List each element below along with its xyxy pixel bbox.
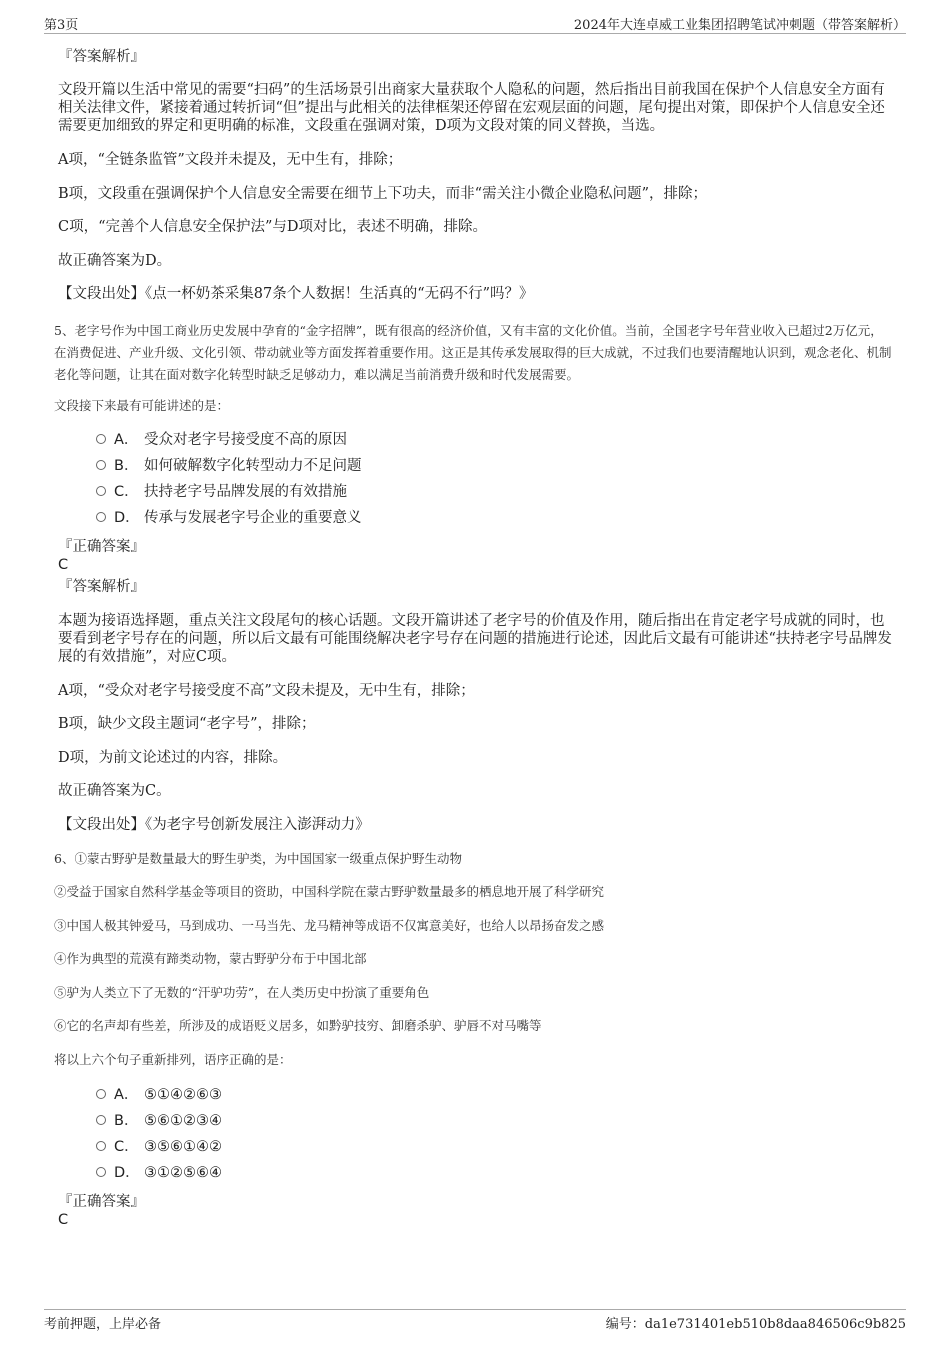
- q6-option-a[interactable]: A． ⑤①④②⑥③: [96, 1085, 222, 1105]
- q5-option-c[interactable]: C． 扶持老字号品牌发展的有效措施: [96, 482, 347, 502]
- radio-icon[interactable]: [96, 1167, 106, 1177]
- header-divider: [44, 33, 906, 34]
- q5-stem: 5、老字号作为中国工商业历史发展中孕育的“金字招牌”，既有很高的经济价值，又有丰富的文化价值。当前，全国老字号年营业收入已超过2万亿元，在消费促进、产业升级、文化引领、带动就业等方面发挥着重要作用。这正是其传承发展取得的巨大成就，不过我们也要清醒地认识到，观念老化、机制老化等问题，让其在面对数字化转型时缺乏足够动力，难以满足当前消费升级和时代发展需要。: [54, 323, 892, 382]
- q5-question: 文段接下来最有可能讲述的是：: [54, 398, 230, 413]
- q5-option-a-analysis: A项，“受众对老字号接受度不高”文段未提及，无中生有，排除；: [58, 683, 475, 699]
- q6-sentence-1: 6、①蒙古野驴是数量最大的野生驴类，为中国国家一级重点保护野生动物: [54, 851, 462, 866]
- q5-option-b[interactable]: B． 如何破解数字化转型动力不足问题: [96, 456, 362, 476]
- q6-sentence-6: ⑥它的名声却有些差，所涉及的成语贬义居多，如黔驴技穷、卸磨杀驴、驴唇不对马嘴等: [54, 1018, 542, 1033]
- page-number: 第3页: [44, 18, 79, 33]
- q4-source: 【文段出处】《点一杯奶茶采集87条个人数据！生活真的“无码不行”吗？》: [58, 286, 534, 302]
- page-header: [44, 14, 906, 32]
- q6-answer: C: [58, 1212, 69, 1228]
- footer-divider: [44, 1309, 906, 1310]
- q5-option-a[interactable]: A． 受众对老字号接受度不高的原因: [96, 430, 347, 450]
- q6-sentence-3: ③中国人极其钟爱马，马到成功、一马当先、龙马精神等成语不仅寓意美好，也给人以昂扬奋发之感: [54, 918, 605, 933]
- q6-option-b[interactable]: B． ⑤⑥①②③④: [96, 1111, 222, 1131]
- q4-option-c-analysis: C项，“完善个人信息安全保护法”与D项对比，表述不明确，排除。: [58, 219, 488, 235]
- q6-sentence-4: ④作为典型的荒漠有蹄类动物，蒙古野驴分布于中国北部: [54, 951, 367, 966]
- radio-icon[interactable]: [96, 434, 106, 444]
- document-id: 编号：da1e731401eb510b8daa846506c9b825: [605, 1317, 906, 1332]
- q6-option-d[interactable]: D． ③①②⑤⑥④: [96, 1163, 222, 1183]
- q6-question: 将以上六个句子重新排列，语序正确的是：: [54, 1052, 292, 1067]
- radio-icon[interactable]: [96, 1089, 106, 1099]
- q5-conclusion: 故正确答案为C。: [58, 783, 171, 799]
- radio-icon[interactable]: [96, 512, 106, 522]
- q6-option-c[interactable]: C． ③⑤⑥①④②: [96, 1137, 222, 1157]
- q4-option-b-analysis: B项，文段重在强调保护个人信息安全需要在细节上下功夫，而非“需关注小微企业隐私问题”，排除；: [58, 186, 707, 202]
- q5-answer: C: [58, 557, 69, 573]
- footer-slogan: 考前押题，上岸必备: [44, 1317, 162, 1332]
- q4-option-a-analysis: A项，“全链条监管”文段并未提及，无中生有，排除；: [58, 152, 403, 168]
- q6-sentence-2: ②受益于国家自然科学基金等项目的资助，中国科学院在蒙古野驴数量最多的栖息地开展了科学研究: [54, 884, 605, 899]
- q5-analysis-text: 本题为接语选择题，重点关注文段尾句的核心话题。文段开篇讲述了老字号的价值及作用，随后指出在肯定老字号成就的同时，也要看到老字号存在的问题，所以后文最有可能围绕解决老字号存在问题的措施进行论述，因此后文最有可能讲述“扶持老字号品牌发展的有效措施”，对应C项。: [58, 613, 892, 665]
- document-title: 2024年大连卓威工业集团招聘笔试冲刺题（带答案解析）: [573, 18, 906, 33]
- q5-option-d[interactable]: D． 传承与发展老字号企业的重要意义: [96, 508, 362, 528]
- q4-analysis-text: 文段开篇以生活中常见的需要“扫码”的生活场景引出商家大量获取个人隐私的问题，然后指出目前我国在保护个人信息安全方面有相关法律文件，紧接着通过转折词“但”提出与此相关的法律框架还停留在宏观层面的问题，尾句提出对策，即保护个人信息安全还需要更加细致的界定和更明确的标准，文段重在强调对策，D项为文段对策的同义替换，当选。: [58, 82, 885, 134]
- q4-conclusion: 故正确答案为D。: [58, 253, 172, 269]
- q6-answer-label: 『正确答案』: [58, 1194, 145, 1210]
- q5-source: 【文段出处】《为老字号创新发展注入澎湃动力》: [58, 817, 370, 833]
- radio-icon[interactable]: [96, 1141, 106, 1151]
- q5-analysis-label: 『答案解析』: [58, 579, 145, 595]
- radio-icon[interactable]: [96, 486, 106, 496]
- q5-option-b-analysis: B项，缺少文段主题词“老字号”，排除；: [58, 716, 316, 732]
- q6-sentence-5: ⑤驴为人类立下了无数的“汗驴功劳”，在人类历史中扮演了重要角色: [54, 985, 430, 1000]
- q4-analysis-label: 『答案解析』: [58, 49, 145, 65]
- q5-answer-label: 『正确答案』: [58, 539, 145, 555]
- radio-icon[interactable]: [96, 460, 106, 470]
- q5-option-d-analysis: D项，为前文论述过的内容，排除。: [58, 750, 288, 766]
- radio-icon[interactable]: [96, 1115, 106, 1125]
